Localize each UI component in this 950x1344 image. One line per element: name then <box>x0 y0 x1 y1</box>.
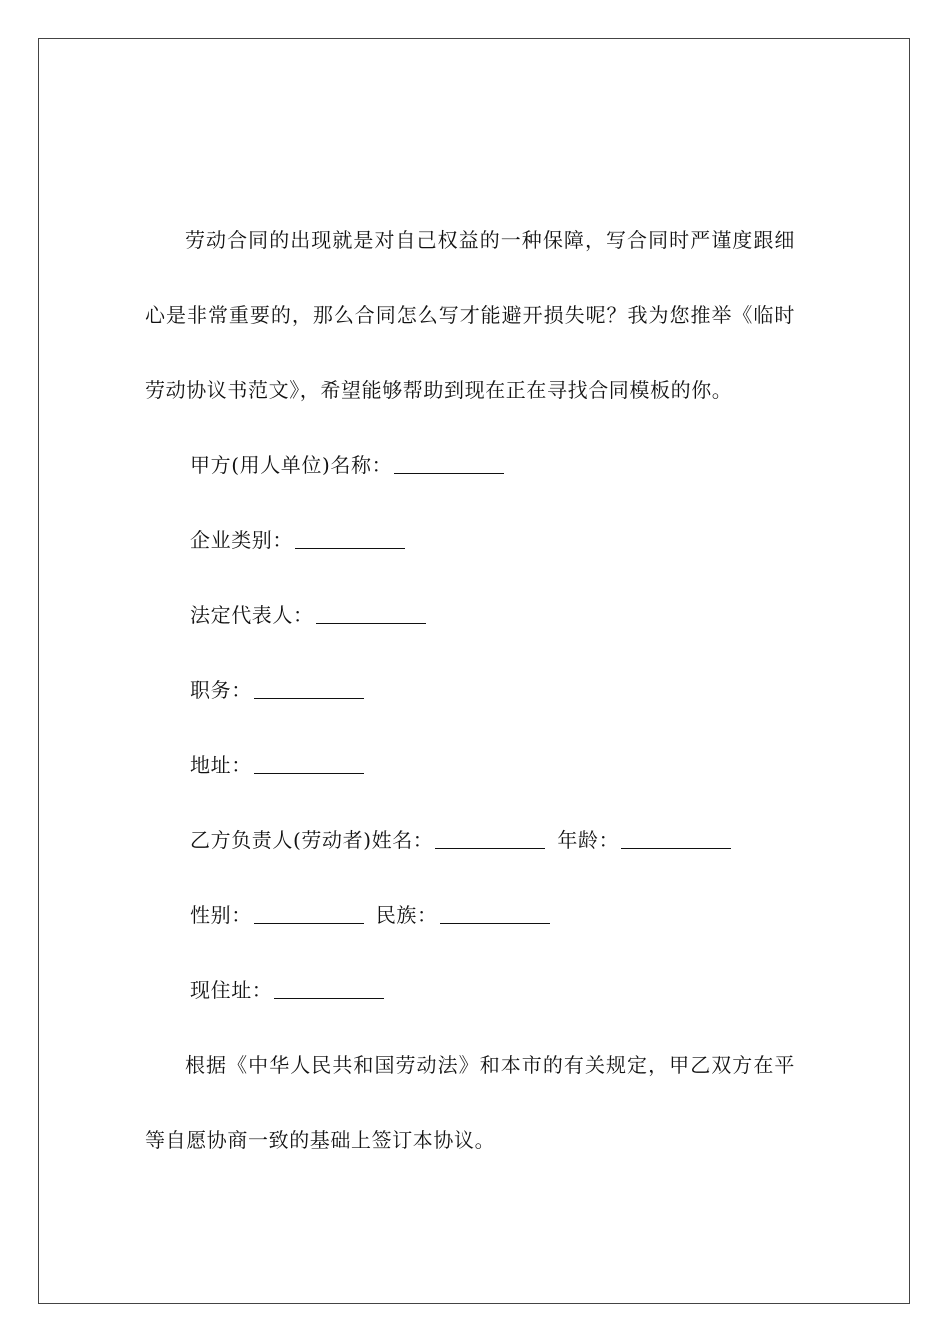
current-residence-line <box>145 953 795 1028</box>
party-b-name-label: 乙方负责人(劳动者)姓名： <box>190 828 434 852</box>
intro-paragraph: 劳动合同的出现就是对自己权益的一种保障，写合同时严谨度跟细心是非常重要的，那么合同怎么写才能避开损失呢？我为您推举《临时劳动协议书范文》，希望能够帮助到现在正在寻找合同模板的你。 <box>145 228 795 402</box>
age-label: 年龄： <box>557 828 620 852</box>
legal-representative-line <box>145 578 795 653</box>
enterprise-category-line <box>145 503 795 578</box>
document-body <box>145 203 795 1178</box>
address-blank[interactable] <box>254 772 364 774</box>
party-a-name-label: 甲方(用人单位)名称： <box>190 453 393 477</box>
address-line <box>145 728 795 803</box>
enterprise-category-blank[interactable] <box>295 547 405 549</box>
legal-representative-blank[interactable] <box>316 622 426 624</box>
position-blank[interactable] <box>254 697 364 699</box>
address-label: 地址： <box>190 753 252 777</box>
gender-blank[interactable] <box>254 922 364 924</box>
gender-ethnicity-line <box>145 878 795 953</box>
position-label: 职务： <box>190 678 252 702</box>
gender-label: 性别： <box>190 903 252 927</box>
ethnicity-blank[interactable] <box>440 922 550 924</box>
party-a-name-blank[interactable] <box>394 472 504 474</box>
position-line <box>145 653 795 728</box>
closing-paragraph: 根据《中华人民共和国劳动法》和本市的有关规定，甲乙双方在平等自愿协商一致的基础上签订本协议。 <box>145 1053 795 1152</box>
ethnicity-label: 民族： <box>375 903 438 927</box>
party-b-name-age-line <box>145 803 795 878</box>
age-blank[interactable] <box>621 847 731 849</box>
enterprise-category-label: 企业类别： <box>190 528 293 552</box>
current-residence-label: 现住址： <box>190 978 273 1002</box>
current-residence-blank[interactable] <box>274 997 384 999</box>
party-b-name-blank[interactable] <box>435 847 545 849</box>
party-a-name-line <box>145 428 795 503</box>
legal-representative-label: 法定代表人： <box>190 603 314 627</box>
